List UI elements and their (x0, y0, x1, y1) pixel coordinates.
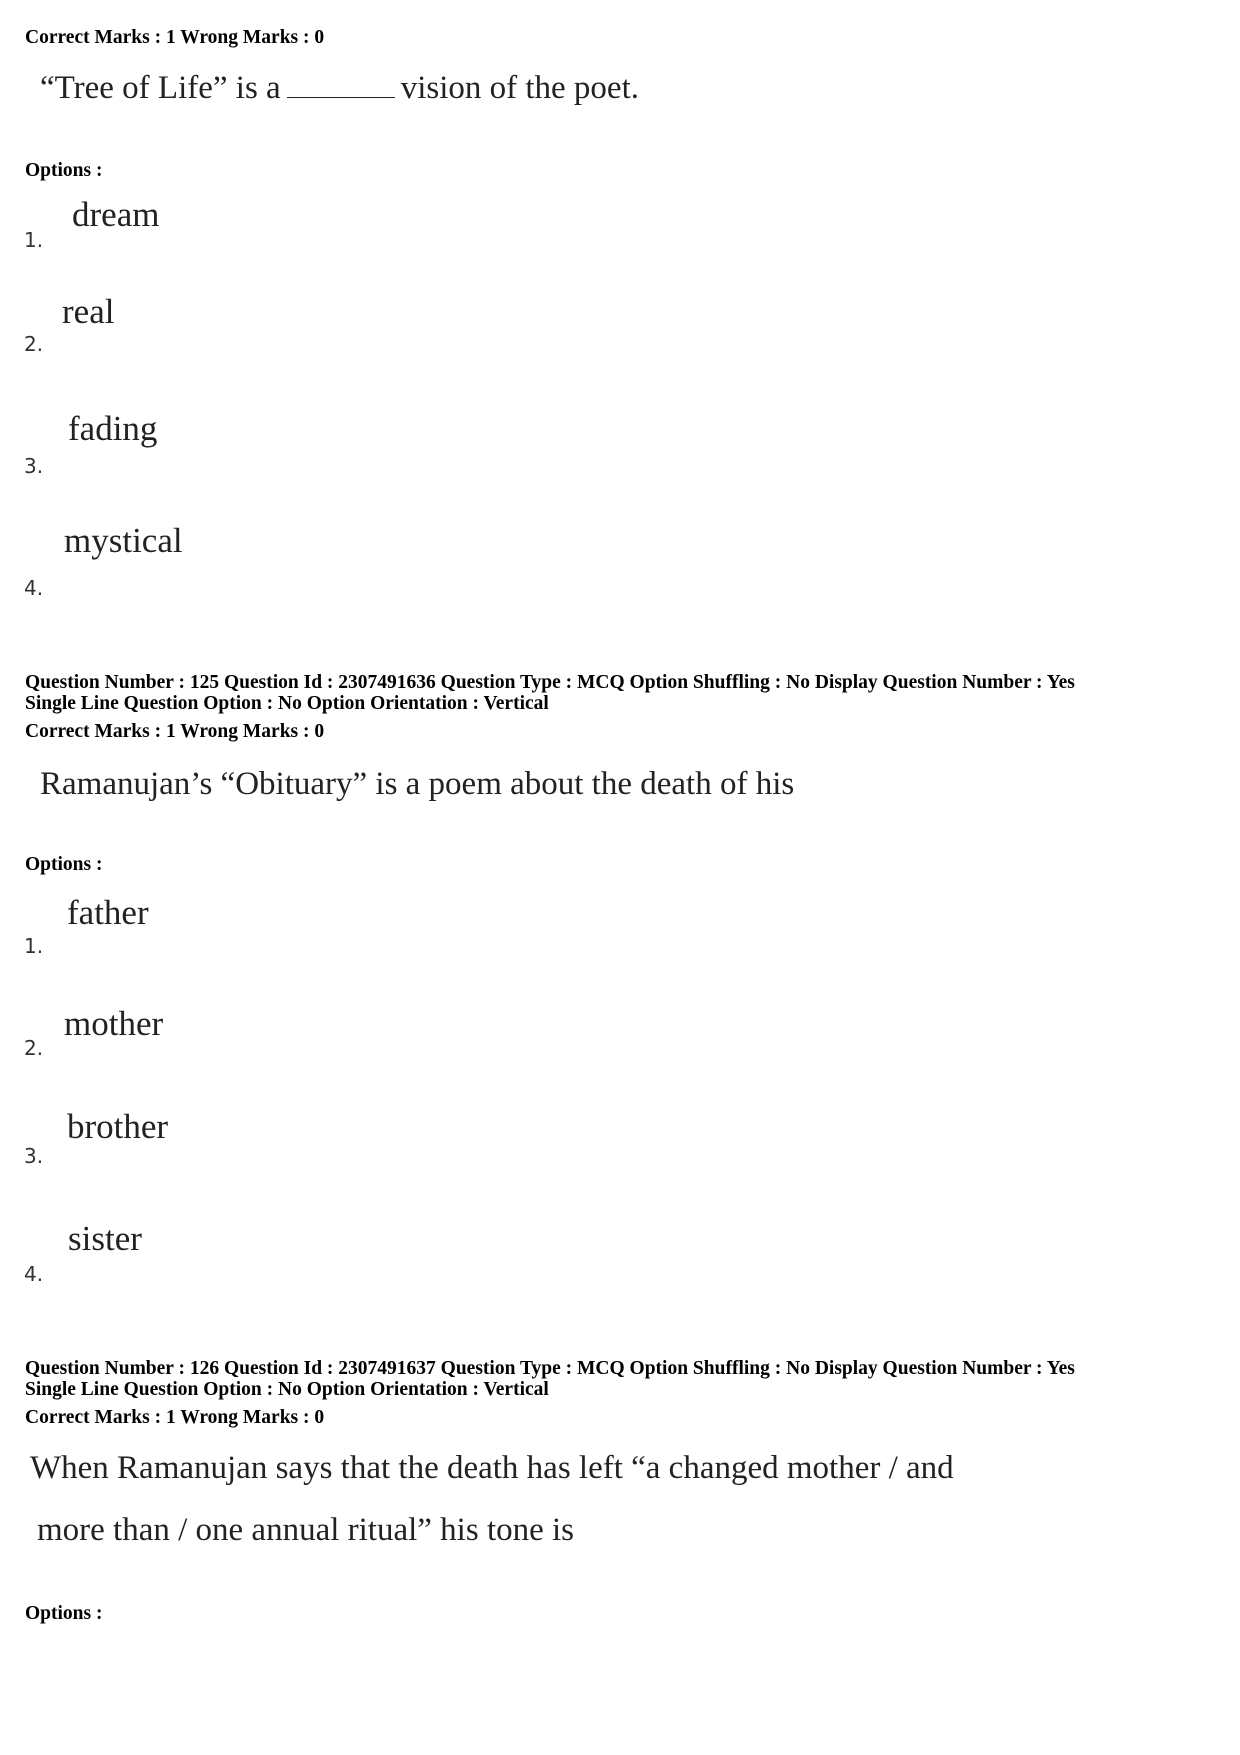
marks-line: Correct Marks : 1 Wrong Marks : 0 (25, 721, 325, 742)
option-text: real (62, 292, 115, 331)
marks-line: Correct Marks : 1 Wrong Marks : 0 (25, 27, 325, 48)
option-number: 3. (24, 1144, 44, 1168)
option-text: brother (67, 1107, 169, 1146)
question-text: When Ramanujan says that the death has left “a changed mother / and (30, 1450, 954, 1486)
answer-blank (287, 73, 395, 98)
option-number: 1. (24, 934, 44, 958)
options-label: Options : (25, 1603, 103, 1624)
question-header-line: Question Number : 125 Question Id : 2307491636 Question Type : MCQ Option Shuffling : No Display Question Number : Yes (25, 672, 1075, 693)
option-text: mother (64, 1004, 164, 1043)
option-text: father (67, 893, 149, 932)
question-text-after-blank: vision of the poet. (400, 70, 639, 106)
option-text: mystical (64, 521, 183, 560)
question-text: Ramanujan’s “Obituary” is a poem about the death of his (40, 766, 795, 802)
option-number: 2. (24, 332, 44, 356)
option-number: 4. (24, 1262, 44, 1286)
options-label: Options : (25, 854, 103, 875)
question-header-line: Question Number : 126 Question Id : 2307491637 Question Type : MCQ Option Shuffling : No Display Question Number : Yes (25, 1358, 1075, 1379)
options-label: Options : (25, 160, 103, 181)
option-number: 4. (24, 576, 44, 600)
option-text: dream (72, 195, 160, 234)
question-header-line: Single Line Question Option : No Option Orientation : Vertical (25, 693, 549, 714)
marks-line: Correct Marks : 1 Wrong Marks : 0 (25, 1407, 325, 1428)
question-text-before-blank: “Tree of Life” is a (40, 70, 281, 106)
question-header-line: Single Line Question Option : No Option Orientation : Vertical (25, 1379, 549, 1400)
option-number: 3. (24, 454, 44, 478)
question-text: more than / one annual ritual” his tone is (37, 1512, 575, 1548)
option-number: 2. (24, 1036, 44, 1060)
option-text: fading (68, 409, 158, 448)
question-text (40, 68, 639, 108)
option-text: sister (68, 1219, 142, 1258)
option-number: 1. (24, 228, 44, 252)
